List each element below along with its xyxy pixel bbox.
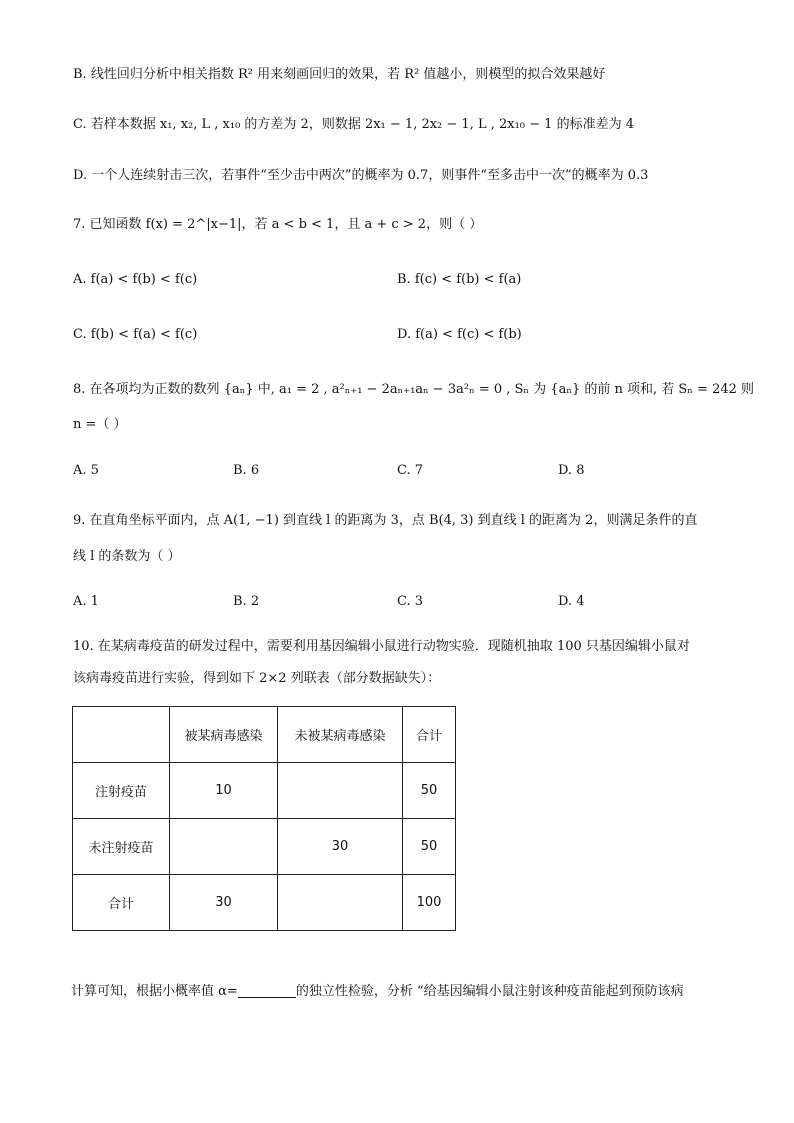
q7-option-c: C. f(b) < f(a) < f(c) — [73, 327, 198, 342]
q9-stem-line2: 线 l 的条数为（ ） — [73, 549, 181, 564]
q9-option-a: A. 1 — [73, 594, 99, 609]
table-cell — [278, 875, 403, 931]
table-row — [73, 819, 456, 875]
q8-option-d: D. 8 — [558, 463, 585, 478]
table-header-cell: 被某病毒感染 — [170, 707, 278, 763]
q6-option-b: B. 线性回归分析中相关指数 R² 用来刻画回归的效果，若 R² 值越小，则模型的拟合效果越好 — [73, 67, 606, 82]
q10-after-post: 的独立性检验，分析 “给基因编辑小鼠注射该种疫苗能起到预防该病 — [295, 984, 684, 999]
table-cell: 合计 — [73, 875, 170, 931]
table-header-cell: 未被某病毒感染 — [278, 707, 403, 763]
table-cell: 注射疫苗 — [73, 763, 170, 819]
q9-stem-line1: 9. 在直角坐标平面内，点 A(1, −1) 到直线 l 的距离为 3，点 B(4, 3) 到直线 l 的距离为 2，则满足条件的直 — [73, 513, 698, 528]
table-cell: 50 — [403, 819, 456, 875]
table-header-cell: 合计 — [403, 707, 456, 763]
table-cell: 30 — [278, 819, 403, 875]
table-header-row — [73, 707, 456, 763]
table-row — [73, 875, 456, 931]
q6-option-c: C. 若样本数据 x₁, x₂, L , x₁₀ 的方差为 2，则数据 2x₁ − 1, 2x₂ − 1, L , 2x₁₀ − 1 的标准差为 4 — [73, 117, 634, 132]
q8-option-b: B. 6 — [233, 463, 260, 478]
table-cell: 30 — [170, 875, 278, 931]
table-cell: 未注射疫苗 — [73, 819, 170, 875]
q8-option-c: C. 7 — [397, 463, 424, 478]
q8-stem-line1: 8. 在各项均为正数的数列 {aₙ} 中, a₁ = 2 , a²ₙ₊₁ − 2aₙ₊₁aₙ − 3a²ₙ = 0 , Sₙ 为 {aₙ} 的前 n 项和, 若 Sₙ = 242 则 — [73, 382, 755, 397]
q10-after-pre: 计算可知，根据小概率值 α= — [71, 984, 238, 999]
q7-stem: 7. 已知函数 f(x) = 2^|x−1|，若 a < b < 1，且 a + c > 2，则（ ） — [73, 217, 483, 232]
table-cell: 10 — [170, 763, 278, 819]
q8-stem-line2: n =（ ） — [73, 417, 127, 432]
table-cell — [170, 819, 278, 875]
q9-option-d: D. 4 — [558, 594, 585, 609]
q7-option-a: A. f(a) < f(b) < f(c) — [73, 272, 198, 287]
q9-option-c: C. 3 — [397, 594, 424, 609]
table-header-cell — [73, 707, 170, 763]
answer-blank[interactable] — [238, 983, 296, 998]
q6-option-d: D. 一个人连续射击三次，若事件“至少击中两次”的概率为 0.7，则事件“至多击中一次”的概率为 0.3 — [73, 168, 649, 183]
table-cell: 50 — [403, 763, 456, 819]
q10-after-table-text — [71, 983, 684, 1001]
q10-stem-line1: 10. 在某病毒疫苗的研发过程中，需要利用基因编辑小鼠进行动物实验．现随机抽取 100 只基因编辑小鼠对 — [73, 639, 690, 654]
table-cell: 100 — [403, 875, 456, 931]
q10-stem-line2: 该病毒疫苗进行实验，得到如下 2×2 列联表（部分数据缺失）： — [73, 671, 441, 686]
q8-option-a: A. 5 — [73, 463, 99, 478]
table-row — [73, 763, 456, 819]
contingency-table — [72, 706, 456, 931]
q7-option-b: B. f(c) < f(b) < f(a) — [397, 272, 522, 287]
q7-option-d: D. f(a) < f(c) < f(b) — [397, 327, 522, 342]
table-cell — [278, 763, 403, 819]
q9-option-b: B. 2 — [233, 594, 260, 609]
